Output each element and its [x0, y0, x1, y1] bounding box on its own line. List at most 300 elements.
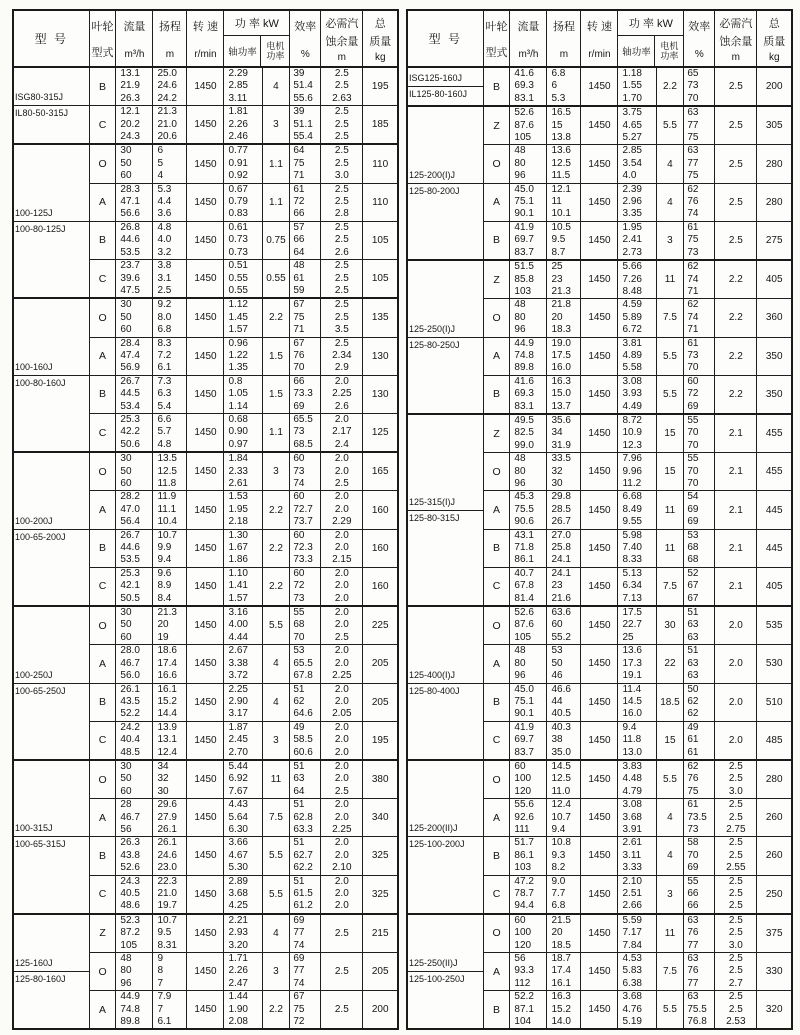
efficiency-cell: 51 62.8 63.3 — [290, 799, 321, 837]
efficiency-cell: 51 62 64.6 — [290, 683, 321, 721]
model-cell — [13, 67, 89, 144]
speed-cell: 1450 — [581, 221, 618, 260]
motor-power-cell: 11 — [656, 914, 684, 953]
speed-cell: 1450 — [187, 413, 224, 452]
efficiency-cell: 61 72 66 — [290, 183, 321, 221]
head-cell: 7.9 7 6.1 — [153, 991, 187, 1030]
npsh-cell: 2.5 2.5 2.5 — [321, 106, 363, 145]
flow-cell: 30 50 60 — [116, 452, 153, 491]
model-name-secondary: 100-65-250J — [15, 685, 66, 696]
impeller-type-cell: O — [89, 760, 116, 799]
impeller-type-cell: O — [89, 298, 116, 337]
model-header-label: 型 号 — [428, 32, 462, 46]
model-cell — [13, 760, 89, 914]
npsh-cell: 2.5 2.5 3.0 — [321, 144, 363, 183]
model-name-primary: 125-315(I)J — [408, 497, 483, 511]
pump-spec-table-right — [406, 9, 793, 1030]
power-header-title: 功 率 kW — [224, 11, 289, 36]
header-row — [13, 10, 398, 67]
mass-cell: 250 — [757, 875, 792, 914]
efficiency-cell: 54 69 69 — [684, 491, 715, 529]
motor-power-cell: 1.5 — [262, 375, 290, 413]
head-cell: 10.7 9.9 9.4 — [153, 529, 187, 567]
efficiency-cell: 62 74 71 — [684, 260, 715, 299]
mass-cell: 160 — [363, 567, 398, 606]
npsh-cell: 2.0 2.0 2.15 — [321, 529, 363, 567]
impeller-type-cell: A — [89, 799, 116, 837]
head-cell: 18.7 17.4 16.1 — [547, 953, 581, 991]
motor-power-cell: 15 — [656, 453, 684, 491]
motor-power-cell: 2.2 — [262, 991, 290, 1030]
mass-cell: 455 — [757, 414, 792, 453]
motor-power-cell: 3 — [262, 106, 290, 145]
npsh-header-unit: m — [337, 51, 346, 63]
efficiency-header — [290, 10, 321, 67]
flow-cell: 55.6 92.6 111 — [510, 799, 547, 837]
motor-power-cell: 11 — [656, 260, 684, 299]
speed-cell: 1450 — [581, 453, 618, 491]
mass-header-line2: 质量 — [763, 36, 786, 48]
motor-power-cell: 7.5 — [656, 953, 684, 991]
flow-cell: 26.8 44.6 53.5 — [116, 221, 153, 259]
head-header-label: 扬程 — [158, 20, 181, 33]
shaft-power-cell: 5.44 6.92 7.67 — [224, 760, 262, 799]
shaft-power-cell: 1.12 1.45 1.57 — [224, 298, 262, 337]
mass-header — [363, 10, 398, 67]
speed-cell: 1450 — [581, 491, 618, 529]
head-cell: 16.3 15.0 13.7 — [547, 375, 581, 414]
model-cell — [13, 914, 89, 1030]
speed-cell: 1450 — [187, 491, 224, 529]
flow-cell: 12.1 20.2 24.3 — [116, 106, 153, 145]
efficiency-cell: 51 62.7 62.2 — [290, 837, 321, 875]
head-cell: 21.3 21.0 20.6 — [153, 106, 187, 145]
impeller-type-cell: A — [89, 337, 116, 375]
efficiency-cell: 67 75 72 — [290, 991, 321, 1030]
npsh-cell: 2.5 — [715, 183, 757, 221]
head-cell: 3.8 3.1 2.5 — [153, 260, 187, 299]
mass-cell: 530 — [757, 645, 792, 683]
head-cell: 10.8 9.3 8.2 — [547, 837, 581, 875]
head-cell: 19.0 17.5 16.0 — [547, 337, 581, 375]
speed-cell: 1450 — [581, 567, 618, 606]
flow-cell: 26.7 44.6 53.5 — [116, 529, 153, 567]
npsh-header-line2: 蚀余量 — [325, 36, 359, 48]
impeller-type-cell: O — [89, 953, 116, 991]
speed-cell: 1450 — [581, 837, 618, 875]
flow-cell: 26.7 44.5 53.4 — [116, 375, 153, 413]
shaft-power-cell: 2.67 3.38 3.72 — [224, 645, 262, 683]
flow-header-unit: m³/h — [518, 48, 539, 60]
npsh-cell: 2.0 — [715, 683, 757, 721]
flow-cell: 56 93.3 112 — [510, 953, 547, 991]
npsh-header — [715, 10, 757, 67]
speed-cell: 1450 — [187, 606, 224, 645]
speed-cell: 1450 — [187, 375, 224, 413]
motor-power-cell: 4 — [656, 145, 684, 183]
motor-power-cell: 5.5 — [656, 760, 684, 799]
speed-cell: 1450 — [581, 337, 618, 375]
npsh-cell: 2.0 2.0 2.10 — [321, 837, 363, 875]
mass-cell: 360 — [757, 299, 792, 337]
mass-cell: 280 — [757, 760, 792, 799]
shaft-power-cell: 5.59 7.17 7.84 — [618, 914, 656, 953]
impeller-header-top: 叶轮 — [91, 20, 114, 33]
motor-power-cell: 5.5 — [656, 375, 684, 414]
motor-power-cell: 5.5 — [262, 875, 290, 914]
shaft-power-cell: 2.10 2.51 2.66 — [618, 875, 656, 914]
impeller-header-bottom: 型式 — [485, 46, 508, 59]
impeller-type-cell: A — [89, 183, 116, 221]
mass-cell: 510 — [757, 683, 792, 721]
head-cell: 33.5 32 30 — [547, 453, 581, 491]
model-cell — [13, 298, 89, 452]
npsh-cell: 2.0 — [715, 606, 757, 645]
power-header — [224, 10, 290, 67]
efficiency-cell: 53 68 68 — [684, 529, 715, 567]
spec-row — [407, 67, 792, 106]
shaft-power-cell: 1.71 2.26 2.47 — [224, 953, 262, 991]
motor-power-cell: 4 — [262, 914, 290, 953]
mass-header-unit: kg — [768, 51, 780, 63]
impeller-type-cell: O — [89, 452, 116, 491]
model-cell — [407, 106, 483, 260]
flow-cell: 23.7 39.6 47.5 — [116, 260, 153, 299]
efficiency-cell: 60 72.3 73.3 — [290, 529, 321, 567]
speed-cell: 1450 — [187, 67, 224, 106]
npsh-cell: 2.5 — [715, 221, 757, 260]
speed-header-label: 转 速 — [586, 20, 612, 33]
speed-cell: 1450 — [581, 145, 618, 183]
model-cell — [407, 67, 483, 106]
mass-header — [757, 10, 792, 67]
shaft-power-header: 轴功率 — [618, 36, 655, 66]
head-cell: 9.0 7.7 6.8 — [547, 875, 581, 914]
impeller-type-cell: C — [89, 413, 116, 452]
model-name-primary: 100-315J — [14, 823, 89, 837]
shaft-power-cell: 2.25 2.90 3.17 — [224, 683, 262, 721]
motor-power-cell: 1.1 — [262, 144, 290, 183]
model-cell — [407, 914, 483, 1030]
shaft-power-cell: 3.66 4.67 5.30 — [224, 837, 262, 875]
flow-cell: 28 46.7 56 — [116, 799, 153, 837]
motor-power-cell: 5.5 — [656, 337, 684, 375]
mass-cell: 105 — [363, 221, 398, 259]
efficiency-cell: 61 73 70 — [684, 337, 715, 375]
model-name-secondary: 125-80-200J — [409, 185, 460, 196]
flow-cell: 30 50 60 — [116, 298, 153, 337]
flow-cell: 40.7 67.8 81.4 — [510, 567, 547, 606]
shaft-power-cell: 5.13 6.34 7.13 — [618, 567, 656, 606]
impeller-type-cell: O — [483, 914, 510, 953]
spec-row — [13, 144, 398, 183]
npsh-cell: 2.2 — [715, 299, 757, 337]
npsh-header — [321, 10, 363, 67]
flow-cell: 44.9 74.8 89.8 — [510, 337, 547, 375]
mass-header-line2: 质量 — [369, 36, 392, 48]
motor-power-header — [261, 36, 289, 66]
spec-row — [407, 414, 792, 453]
speed-header-label: 转 速 — [192, 20, 218, 33]
efficiency-cell: 61 75 73 — [684, 221, 715, 260]
efficiency-cell: 55 68 70 — [290, 606, 321, 645]
mass-cell: 260 — [757, 799, 792, 837]
mass-cell: 125 — [363, 413, 398, 452]
npsh-cell: 2.5 2.5 2.55 — [715, 837, 757, 875]
mass-cell: 350 — [757, 375, 792, 414]
speed-cell: 1450 — [581, 606, 618, 645]
mass-cell: 185 — [363, 106, 398, 145]
motor-power-cell: 4 — [262, 683, 290, 721]
motor-power-cell: 4 — [656, 799, 684, 837]
flow-cell: 13.1 21.9 26.3 — [116, 67, 153, 106]
flow-cell: 30 50 60 — [116, 144, 153, 183]
motor-power-cell: 11 — [262, 760, 290, 799]
model-name-primary: 125-200(II)J — [408, 823, 483, 837]
shaft-power-cell: 2.39 2.96 3.35 — [618, 183, 656, 221]
mass-cell: 110 — [363, 183, 398, 221]
mass-cell: 110 — [363, 144, 398, 183]
flow-header — [116, 10, 153, 67]
flow-cell: 24.3 40.5 48.6 — [116, 875, 153, 914]
motor-power-cell: 15 — [656, 721, 684, 760]
efficiency-cell: 55 70 70 — [684, 414, 715, 453]
npsh-cell: 2.5 2.5 2.75 — [715, 799, 757, 837]
impeller-type-cell: A — [89, 645, 116, 683]
shaft-power-cell: 2.61 3.11 3.33 — [618, 837, 656, 875]
motor-power-cell: 5.5 — [656, 106, 684, 145]
model-name-primary: 100-250J — [14, 670, 89, 684]
flow-cell: 49.5 82.5 99.0 — [510, 414, 547, 453]
flow-header-label: 流量 — [517, 20, 540, 33]
impeller-type-cell: A — [483, 337, 510, 375]
npsh-cell: 2.0 — [715, 721, 757, 760]
motor-power-header-bottom: 功率 — [266, 51, 285, 61]
motor-power-cell: 5.5 — [262, 606, 290, 645]
flow-cell: 41.6 69.3 83.1 — [510, 67, 547, 106]
head-cell: 9 8 7 — [153, 953, 187, 991]
mass-cell: 105 — [363, 260, 398, 299]
model-name-secondary: 125-80-160J — [15, 974, 66, 985]
efficiency-cell: 69 77 74 — [290, 914, 321, 953]
head-cell: 6.6 5.7 4.8 — [153, 413, 187, 452]
impeller-header-bottom: 型式 — [91, 46, 114, 59]
motor-power-cell: 0.55 — [262, 260, 290, 299]
spec-row — [13, 452, 398, 491]
motor-power-cell: 7.5 — [656, 299, 684, 337]
model-name-secondary: 125-80-315J — [409, 512, 460, 523]
speed-cell: 1450 — [187, 875, 224, 914]
motor-power-cell: 22 — [656, 645, 684, 683]
shaft-power-cell: 9.4 11.8 13.0 — [618, 721, 656, 760]
npsh-cell: 2.5 2.5 2.5 — [715, 875, 757, 914]
model-cell — [407, 760, 483, 914]
motor-power-cell: 3 — [262, 452, 290, 491]
flow-cell: 45.0 75.1 90.1 — [510, 183, 547, 221]
flow-cell: 60 100 120 — [510, 760, 547, 799]
shaft-power-cell: 3.08 3.68 3.91 — [618, 799, 656, 837]
speed-cell: 1450 — [187, 529, 224, 567]
flow-cell: 52.6 87.6 105 — [510, 606, 547, 645]
head-cell: 18.6 17.4 16.6 — [153, 645, 187, 683]
npsh-cell: 2.5 2.34 2.9 — [321, 337, 363, 375]
impeller-type-cell: Z — [483, 260, 510, 299]
spec-row — [13, 67, 398, 106]
head-cell: 21.3 20 19 — [153, 606, 187, 645]
efficiency-cell: 51 61.5 61.2 — [290, 875, 321, 914]
mass-cell: 455 — [757, 453, 792, 491]
impeller-type-cell: A — [483, 491, 510, 529]
flow-cell: 28.2 47.0 56.4 — [116, 491, 153, 529]
npsh-cell: 2.2 — [715, 260, 757, 299]
mass-cell: 205 — [363, 953, 398, 991]
mass-cell: 405 — [757, 260, 792, 299]
efficiency-header — [684, 10, 715, 67]
impeller-type-cell: B — [483, 683, 510, 721]
speed-cell: 1450 — [581, 875, 618, 914]
shaft-power-cell: 0.61 0.73 0.73 — [224, 221, 262, 259]
model-header — [13, 10, 89, 67]
head-cell: 16.3 15.2 14.0 — [547, 991, 581, 1030]
efficiency-cell: 57 66 64 — [290, 221, 321, 259]
impeller-type-cell: O — [483, 606, 510, 645]
head-cell: 13.6 12.5 11.5 — [547, 145, 581, 183]
header-row — [407, 10, 792, 67]
mass-cell: 445 — [757, 491, 792, 529]
flow-header-label: 流量 — [123, 20, 146, 33]
mass-cell: 445 — [757, 529, 792, 567]
efficiency-cell: 60 72 73 — [290, 567, 321, 606]
mass-cell: 280 — [757, 183, 792, 221]
head-cell: 12.4 10.7 9.4 — [547, 799, 581, 837]
shaft-power-cell: 4.43 5.64 6.30 — [224, 799, 262, 837]
impeller-type-cell: B — [89, 837, 116, 875]
mass-cell: 195 — [363, 721, 398, 760]
shaft-power-cell: 1.18 1.55 1.70 — [618, 67, 656, 106]
impeller-header — [89, 10, 116, 67]
speed-cell: 1450 — [581, 375, 618, 414]
shaft-power-cell: 3.83 4.48 4.79 — [618, 760, 656, 799]
spec-row — [13, 606, 398, 645]
speed-cell: 1450 — [581, 67, 618, 106]
impeller-header — [483, 10, 510, 67]
efficiency-cell: 61 73.5 73 — [684, 799, 715, 837]
mass-cell: 350 — [757, 337, 792, 375]
speed-cell: 1450 — [187, 337, 224, 375]
motor-power-cell: 3 — [656, 221, 684, 260]
npsh-cell: 2.5 — [321, 953, 363, 991]
head-cell: 25.0 24.6 24.2 — [153, 67, 187, 106]
npsh-cell: 2.0 2.0 2.0 — [321, 721, 363, 760]
efficiency-cell: 63 77 75 — [684, 145, 715, 183]
speed-cell: 1450 — [581, 183, 618, 221]
shaft-power-cell: 0.77 0.91 0.92 — [224, 144, 262, 183]
efficiency-cell: 55 66 66 — [684, 875, 715, 914]
shaft-power-cell: 1.95 2.41 2.73 — [618, 221, 656, 260]
head-cell: 27.0 25.8 24.1 — [547, 529, 581, 567]
motor-power-cell: 2.2 — [262, 491, 290, 529]
shaft-power-cell: 7.96 9.96 11.2 — [618, 453, 656, 491]
mass-cell: 275 — [757, 221, 792, 260]
speed-cell: 1450 — [581, 645, 618, 683]
efficiency-cell: 55 70 70 — [684, 453, 715, 491]
mass-cell: 260 — [757, 837, 792, 875]
flow-cell: 43.1 71.8 86.1 — [510, 529, 547, 567]
mass-cell: 485 — [757, 721, 792, 760]
impeller-type-cell: C — [89, 260, 116, 299]
head-cell: 13.5 12.5 11.8 — [153, 452, 187, 491]
mass-cell: 305 — [757, 106, 792, 145]
pump-spec-table-left — [12, 9, 399, 1030]
shaft-power-cell: 4.59 5.89 6.72 — [618, 299, 656, 337]
efficiency-header-unit: % — [694, 48, 704, 60]
shaft-power-cell: 2.29 2.85 3.11 — [224, 67, 262, 106]
efficiency-cell: 67 75 71 — [290, 298, 321, 337]
flow-cell: 28.4 47.4 56.9 — [116, 337, 153, 375]
efficiency-cell: 63 75.5 76.8 — [684, 991, 715, 1030]
shaft-power-cell: 4.53 5.83 6.38 — [618, 953, 656, 991]
head-cell: 35.6 34 31.9 — [547, 414, 581, 453]
flow-header — [510, 10, 547, 67]
impeller-type-cell: A — [483, 645, 510, 683]
efficiency-cell: 65.5 73 68.5 — [290, 413, 321, 452]
motor-power-cell: 7.5 — [262, 799, 290, 837]
motor-power-cell: 4 — [262, 67, 290, 106]
impeller-type-cell: O — [483, 145, 510, 183]
head-cell: 12.1 11 10.1 — [547, 183, 581, 221]
npsh-header-line1: 必需汽 — [325, 17, 359, 30]
npsh-cell: 2.0 2.0 2.25 — [321, 799, 363, 837]
speed-cell: 1450 — [187, 452, 224, 491]
speed-cell: 1450 — [581, 721, 618, 760]
shaft-power-cell: 1.81 2.26 2.46 — [224, 106, 262, 145]
motor-power-header-top: 电机 — [266, 41, 285, 51]
shaft-power-cell: 3.81 4.89 5.58 — [618, 337, 656, 375]
motor-power-cell: 3 — [262, 721, 290, 760]
speed-cell: 1450 — [187, 645, 224, 683]
speed-cell: 1450 — [187, 953, 224, 991]
impeller-type-cell: B — [483, 221, 510, 260]
mass-header-line1: 总 — [374, 17, 386, 30]
mass-cell: 200 — [363, 991, 398, 1030]
npsh-cell: 2.5 2.5 3.0 — [715, 760, 757, 799]
shaft-power-cell: 8.72 10.9 12.3 — [618, 414, 656, 453]
model-name-primary: 125-250(II)J — [408, 958, 483, 972]
npsh-cell: 2.2 — [715, 375, 757, 414]
head-cell: 21.8 20 18.3 — [547, 299, 581, 337]
npsh-cell: 2.2 — [715, 337, 757, 375]
efficiency-header-label: 效率 — [688, 20, 711, 33]
speed-cell: 1450 — [187, 837, 224, 875]
impeller-type-cell: A — [89, 491, 116, 529]
mass-cell: 205 — [363, 645, 398, 683]
impeller-type-cell: O — [483, 299, 510, 337]
mass-cell: 215 — [363, 914, 398, 953]
shaft-power-cell: 3.16 4.00 4.44 — [224, 606, 262, 645]
shaft-power-cell: 17.5 22.7 25 — [618, 606, 656, 645]
flow-cell: 51.5 85.8 103 — [510, 260, 547, 299]
speed-cell: 1450 — [581, 991, 618, 1030]
npsh-cell: 2.5 2.5 2.7 — [715, 953, 757, 991]
model-cell — [13, 144, 89, 298]
efficiency-cell: 69 77 74 — [290, 953, 321, 991]
mass-cell: 195 — [363, 67, 398, 106]
efficiency-cell: 62 74 71 — [684, 299, 715, 337]
head-cell: 26.1 24.6 23.0 — [153, 837, 187, 875]
impeller-type-cell: B — [89, 683, 116, 721]
speed-cell: 1450 — [187, 914, 224, 953]
npsh-cell: 2.0 2.0 2.5 — [321, 606, 363, 645]
